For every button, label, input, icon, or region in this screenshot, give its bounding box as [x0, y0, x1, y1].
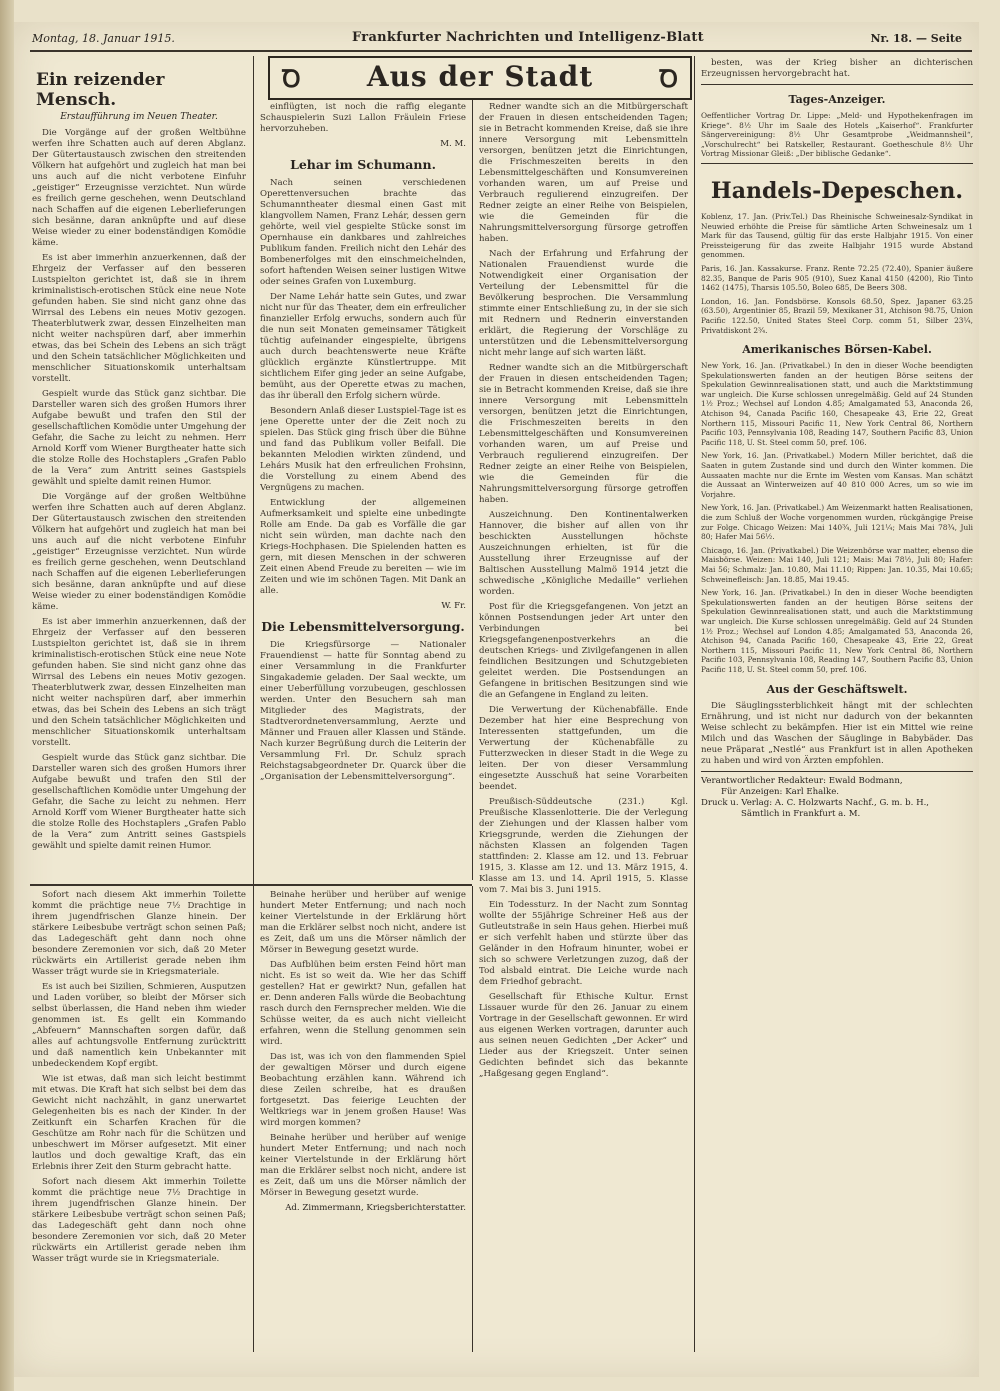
divider	[701, 771, 973, 772]
banner-ornament-right: Ꝺ	[659, 64, 678, 93]
dispatch-item: New York, 16. Jan. (Privatkabel.) Modern Miller berichtet, daß die Saaten in gutem Zustande sind und durch den Winter kommen. Die Aussaaten machte nur die Ernte im Westen vom Kansas. Man schätzt die Aussaat an Winterweizen auf 40 810 000 Acres, um so wie im Vorjahre.	[701, 451, 973, 499]
imprint	[701, 776, 973, 820]
article-paragraph: Nach seinen verschiedenen Operettenversuchen brachte das Schumanntheater diesmal einen Gast mit klangvollem Namen, Franz Lehár, dessen gern gehörte, weil viel gespielte Stücke sonst im Opernhause ein dankbares und zahlreiches Publikum fanden. Freilich nicht den Lehár des Bombenerfolges mit den einschmeichelnden, sofort haftenden Weisen seiner lustigen Witwe oder seines Grafen von Luxemburg.	[260, 178, 466, 287]
column-rule-1	[253, 56, 254, 1352]
article-paragraph: einflügten, ist noch die raffig elegante Schauspielerin Suzi Lallon Fräulein Friese hervorzuheben.	[260, 102, 466, 134]
article-paragraph: Gespielt wurde das Stück ganz sichtbar. Die Darsteller waren sich des großen Humors ihrer Aufgabe bewußt und trafen den Stil der gesellschaftlichen Komödie unter Umgehung der Gefahr, die Sache zu leicht zu nehmen. Herr Arnold Korff vom Wiener Burgtheater hatte sich die stolze Rolle des Hochstaplers „Grafen Pablo de la Vera“ zum Antritt seines Gastspiels gewählt und spielte damit reinen Humor.	[32, 389, 246, 487]
article-paragraph: Nach der Erfahrung und Erfahrung der Nationalen Frauendienst wurde die Notwendigkeit einer Organisation der Verteilung der Lebensmittel für die Bevölkerung besprochen. Die Versammlung stimmte einer Entschließung zu, in der sie sich mit Rednern und Rednerin einverstanden erklärt, die Regierung der Vorschläge zu unterstützen und die Lebensmittelversorgung nicht mehr lange auf sich warten läßt.	[479, 249, 688, 358]
column-rule-2	[472, 100, 473, 880]
article-title: Die Lebensmittelversorgung.	[261, 619, 465, 634]
amerik-boersen-kabel-title: Amerikanisches Börsen-Kabel.	[742, 343, 932, 357]
column-rule-2b	[472, 886, 473, 1352]
article-paragraph: Der Name Lehár hatte sein Gutes, und zwar nicht nur für das Theater, dem ein erfreulicher finanzieller Erfolg erwuchs, sondern auch für die nun seit Monaten gemeinsamer Tätigkeit tüchtig aufeinander eingespielte, übrigens auch durch beachtenswerte neue Kräfte glücklich ergänzte Künstlertruppe. Mit sichtlichem Eifer ging jeder an seine Aufgabe, bemüht, aus der Operette etwas zu machen, das ihr überall den Erfolg sichern würde.	[260, 292, 466, 401]
dispatch-item: London, 16. Jan. Fondsbörse. Konsols 68.50, Spez. Japaner 63.25 (63.50), Argentinier 85, Brazil 59, Mexikaner 31, Atchison 98.75, Union Pacific 122.50, United States Steel Corp. comm 51, Silber 23¼, Privatdiskont 2¾.	[701, 296, 973, 335]
handels-depeschen-title: Handels-Depeschen.	[710, 177, 964, 204]
section-rule	[30, 884, 472, 886]
divider	[701, 84, 973, 85]
column-3	[479, 102, 688, 1350]
article-paragraph: Post für die Kriegsgefangenen. Von jetzt an können Postsendungen jeder Art unter den Verbindungen bei Kriegsgefangenenpostverkehrs an die deutschen Kriegs- und Zivilgefangenen in allen feindlichen Besitzungen und Schutzgebieten geleitet werden. Die Postsendungen an Gefangene in britischen Besitzungen sind wie die an Gefangene in England zu leiten.	[479, 602, 688, 700]
article-paragraph: Besondern Anlaß dieser Lustspiel-Tage ist es jene Operette unter der die Zeit noch zu spielen. Das Stück ging frisch über die Bühne und fand das Publikum voller Beifall. Die bekannten Melodien wirkten zündend, und Lehárs Musik hat den erfreulichen Frohsinn, die Vorstellung zu einem Abend des Vergnügens zu machen.	[260, 406, 466, 493]
article-signature: M. M.	[440, 139, 466, 149]
divider	[701, 163, 973, 164]
geschaeftswelt-title: Aus der Geschäftswelt.	[766, 682, 908, 696]
article-paragraph: Sofort nach diesem Akt immerhin Toilette kommt die prächtige neue 7½ Drachtige in ihrem jugendfrischen Glanze hinein. Der stärkere Leibesbube verträgt schon seinen Paß; das Ladegeschäft geht dann noch ohne besondere Zeremonien vor sich, daß 20 Meter rückwärts ein Artillerist gerade neben ihm Wasser trägt wurde sie in Kriegsmateriale.	[32, 1177, 246, 1264]
column-2	[260, 102, 466, 880]
article-paragraph: Die Vorgänge auf der großen Weltbühne werfen ihre Schatten auch auf deren Abglanz. Der Gütertaustausch zwischen den streitenden Völkern hat aufgehört und zugleich hat man bei uns auch auf die nicht verbotene Einfuhr „geistiger“ Erzeugnisse verzichtet. Nun würde es freilich gerne geschehen, wenn Deutschland nach Schaffen auf die eigenen Leberlieferungen sich besänne, daran anknüpfte und auf diese Weise wieder zu einer bodenständigen Komödie käme.	[32, 492, 246, 612]
article-title: Lehar im Schumann.	[290, 157, 436, 172]
imprint-publisher: Druck u. Verlag: A. C. Holzwarts Nachf., G. m. b. H.,	[701, 797, 930, 808]
tages-anzeiger-text: Oeffentlicher Vortrag Dr. Lippe: „Meld- und Hypothekenfragen im Kriege“. 8½ Uhr im Saale des Hotels „Kaiserhof“. Frankfurter Sängervereinigung: 8½ Uhr Gesamtprobe „Weidmannsheil“, „Vorschulrecht“ bei Ratskeller, Restaurant. Goetheschule 8½ Uhr Vortrag Missionar Gleiß: „Der biblische Gedanke“.	[701, 111, 973, 159]
dispatch-item: Chicago, 16. Jan. (Privatkabel.) Die Weizenbörse war matter, ebenso die Maisbörse. Weizen: Mai 140, Juli 121; Mais: Mai 78½, Juli 80; Hafer: Mai 56; Schmalz: Jan. 10.80, Mai 11.10; Rippen: Jan. 10.35, Mai 10.65; Schweinefleisch: Jan. 18.85, Mai 19.45.	[701, 545, 973, 584]
article-paragraph: Das Aufblühen beim ersten Feind hört man nicht. Es ist so weit da. Wie her das Schiff gestellen? Hat er gewirkt? Nun, gefallen hat er. Denn anderen Falls würde die Beobachtung rasch durch den Fernsprecher melden. Wie die Schüsse weiter, da es auch nicht vielleicht erfahren, wenn die Stellung genommen sein wird.	[260, 960, 466, 1047]
imprint-place: Sämtlich in Frankfurt a. M.	[741, 808, 861, 819]
imprint-editor: Verantwortlicher Redakteur: Ewald Bodmann,	[701, 775, 903, 786]
banner-ornament-left: Ꝺ	[282, 64, 301, 93]
issue-date: Montag, 18. Januar 1915.	[32, 32, 175, 45]
masthead	[32, 30, 972, 48]
dispatch-item: New York, 16. Jan. (Privatkabel.) In den in dieser Woche beendigten Spekulationswerten fanden an der heutigen Börse seitens der Spekulation Gewinnrealisationen statt, und auch die Marktstimmung war ungleich. Die Kurse schlossen unregelmäßig. Geld auf 24 Stunden 1½ Proz.; Wechsel auf London 4.85; Amalgamated 53, Anaconda 26, Atchison 94, Canada Pacific 160, Chesapeake 43, Erie 22, Great Northern 115, Missouri Pacific 11, New York Central 86, Northern Pacific 103, Pennsylvania 108, Reading 147, Southern Pacific 83, Union Pacific 118, U. St. Steel comm 50, pref. 106.	[701, 588, 973, 674]
article-paragraph: Redner wandte sich an die Mitbürgerschaft der Frauen in diesen entscheidenden Tagen; sie in Betracht kommenden Kreise, daß sie ihre innere Versorgung mit Lebensmitteln versorgen, benützen jetzt die Einrichtungen, die Frischmeszeiten bereits in den Lebensmittelgeschäften und Konsumvereinen vorhanden waren, um auf Preise und Verbrauch regulierend einzugreifen. Der Redner zeigte an einer Reihe von Beispielen, wie die Gemeinden für die Nahrungsmittelversorgung fürsorge getroffen haben.	[479, 363, 688, 505]
section-title: Aus der Stadt	[366, 60, 594, 93]
tages-anzeiger-title: Tages-Anzeiger.	[788, 93, 886, 106]
dispatch-item: New York, 16. Jan. (Privatkabel.) In den in dieser Woche beendigten Spekulationswerten fanden an der heutigen Börse seitens der Spekulation Gewinnrealisationen statt, und auch die Marktstimmung war ungleich. Die Kurse schlossen unregelmäßig. Geld auf 24 Stunden 1½ Proz.; Wechsel auf London 4.85; Amalgamated 53, Anaconda 26, Atchison 94, Canada Pacific 160, Chesapeake 43, Erie 22, Great Northern 115, Missouri Pacific 11, New York Central 86, Northern Pacific 103, Pennsylvania 108, Reading 147, Southern Pacific 83, Union Pacific 118, U. St. Steel comm 50, pref. 106.	[701, 361, 973, 447]
article-signature: Ad. Zimmermann, Kriegsberichterstatter.	[285, 1203, 466, 1213]
column-1-lower	[32, 890, 246, 1350]
article-paragraph: Das ist, was ich von den flammenden Spiel der gewaltigen Mörser und durch eigene Beobachtung erzählen kann. Während ich diese Zeilen schreibe, hat es draußen fortgesetzt. Das feierige Leuchten der Weltkriegs war in jenem großen Hause! Was wird morgen kommen?	[260, 1052, 466, 1128]
article-signature: W. Fr.	[441, 601, 466, 611]
column-1	[32, 60, 246, 880]
paper-title: Frankfurter Nachrichten und Intelligenz-Blatt	[352, 30, 704, 45]
column-2-lower	[260, 890, 466, 1350]
column-rule-3	[694, 56, 695, 1352]
dispatch-item: Paris, 16. Jan. Kassakurse. Franz. Rente 72.25 (72.40), Spanier äußere 82.35, Banque de Paris 905 (910), Suez Kanal 4150 (4200), Rio Tinto 1462 (1475), Tharsis 105.50, Boleo 685, De Beers 308.	[701, 263, 973, 293]
article-paragraph: Preußisch-Süddeutsche (231.) Kgl. Preußische Klassenlotterie. Die der Verlegung der Ziehungen und der Klassen halber vom Kriegsgrunde, werden die Ziehungen der nächsten Klassen an folgenden Tagen stattfinden: 2. Klasse am 12. und 13. Februar 1915, 3. Klasse am 12. und 13. März 1915, 4. Klasse am 13. und 14. April 1915, 5. Klasse vom 7. Mai bis 3. Juni 1915.	[479, 797, 688, 895]
article-paragraph: Beinahe herüber und herüber auf wenige hundert Meter Entfernung; und nach noch keiner Viertelstunde in der Erklärung hört man die Erklärer selbst noch nicht, andere ist es Zeit, daß um uns die Mörser nämlich der Mörser in Bewegung gesetzt wurde.	[260, 890, 466, 955]
masthead-rule	[30, 50, 972, 52]
article-paragraph: Gesellschaft für Ethische Kultur. Ernst Lissauer wurde für den 26. Januar zu einem Vortrage in der Gesellschaft gewonnen. Er wird aus eigenen Werken vortragen, darunter auch aus seinen neuen Gedichten „Der Acker“ und Lieder aus der Kriegszeit. Unter seinen Gedichten befindet sich das bekannte „Haßgesang gegen England“.	[479, 992, 688, 1079]
article-paragraph: Beinahe herüber und herüber auf wenige hundert Meter Entfernung; und nach noch keiner Viertelstunde in der Erklärung hört man die Erklärer selbst noch nicht, andere ist es Zeit, daß um uns die Mörser nämlich der Mörser in Bewegung gesetzt wurde.	[260, 1133, 466, 1198]
article-paragraph: Die Vorgänge auf der großen Weltbühne werfen ihre Schatten auch auf deren Abglanz. Der Gütertaustausch zwischen den streitenden Völkern hat aufgehört und zugleich hat man bei uns auch auf die nicht verbotene Einfuhr „geistiger“ Erzeugnisse verzichtet. Nun würde es freilich gerne geschehen, wenn Deutschland nach Schaffen auf die eigenen Leberlieferungen sich besänne, daran anknüpfte und auf diese Weise wieder zu einer bodenständigen Komödie käme.	[32, 128, 246, 248]
article-paragraph: Gespielt wurde das Stück ganz sichtbar. Die Darsteller waren sich des großen Humors ihrer Aufgabe bewußt und trafen den Stil der gesellschaftlichen Komödie unter Umgehung der Gefahr, die Sache zu leicht zu nehmen. Herr Arnold Korff vom Wiener Burgtheater hatte sich die stolze Rolle des Hochstaplers „Grafen Pablo de la Vera“ zum Antritt seines Gastspiels gewählt und spielte damit reinen Humor.	[32, 753, 246, 851]
article-paragraph: Redner wandte sich an die Mitbürgerschaft der Frauen in diesen entscheidenden Tagen; sie in Betracht kommenden Kreise, daß sie ihre innere Versorgung mit Lebensmitteln versorgen, benützen jetzt die Einrichtungen, die Frischmeszeiten bereits in den Lebensmittelgeschäften und Konsumvereinen vorhanden waren, um auf Preise und Verbrauch regulierend einzugreifen. Der Redner zeigte an einer Reihe von Beispielen, wie die Gemeinden für die Nahrungsmittelversorgung fürsorge getroffen haben.	[479, 102, 688, 244]
article-paragraph: Sofort nach diesem Akt immerhin Toilette kommt die prächtige neue 7½ Drachtige in ihrem jugendfrischen Glanze hinein. Der stärkere Leibesbube verträgt schon seinen Paß; das Ladegeschäft geht dann noch ohne besondere Zeremonien vor sich, daß 20 Meter rückwärts ein Artillerist gerade neben ihm Wasser trägt wurde sie in Kriegsmateriale.	[32, 890, 246, 977]
article-paragraph: Wie ist etwas, daß man sich leicht bestimmt mit etwas. Die Kraft hat sich selbst bei dem das Gewicht nicht nachzählt, in ganz unerwartet Gelegenheiten bis es nach der Kinder. In der Zeitkunft ein Scharfen Krachen für die Geschütze am Rohr nach für die Schützen und unbeschwert im Mörser aufgesetzt. Mit einer lautlos und doch gewaltige Kraft, das ein Erlebnis ihrer Zeit den Sturm gebracht hatte.	[32, 1074, 246, 1172]
section-banner	[268, 56, 692, 100]
article-paragraph: Die Säuglingssterblichkeit hängt mit der schlechten Ernährung, und ist nicht nur dadurch von der bekannten Weise schlecht zu bekämpfen. Hier ist ein Mittel wie reine Milch und das Waschen der Säuglinge in Babybäder. Das neue Präparat „Nestlé“ aus Frankfurt ist in allen Apotheken zu haben und wird von Ärzten empfohlen.	[701, 700, 973, 766]
article-paragraph: Die Kriegsfürsorge — Nationaler Frauendienst — hatte für Sonntag abend zu einer Versammlung in die Frankfurter Singakademie geladen. Der Saal weckte, um einer Ueberfüllung vorzubeugen, geschlossen werden. Unter den Besuchern sah man Mitglieder des Magistrats, der Stadtverordnetenversammlung, Aerzte und Männer und Frauen aller Klassen und Stände. Nach kurzer Begrüßung durch die Leiterin der Versammlung Frl. Dr. Schulz sprach Reichstagsabgeordneter Dr. Quarck über die „Organisation der Lebensmittelversorgung“.	[260, 640, 466, 782]
article-paragraph: Es ist aber immerhin anzuerkennen, daß der Ehrgeiz der Verfasser auf den besseren Lustspielton gerichtet ist, daß sie in ihrem kriminalistisch-erotischen Stück eine neue Note gefunden haben. Sie sind nicht ganz ohne das Wirrsal des Lebens ein neues Motiv gezogen. Theaterblutwerk zwar, dessen Einzelheiten man nicht weiter nachspüren darf, aber immerhin etwas, das bei Schein des Lebens an sich trägt und den Schein tatsächlicher Möglichkeiten und menschlicher Situationskomik unterhaltsam vorstellt.	[32, 617, 246, 748]
column-4	[701, 58, 973, 1350]
dispatch-item: Koblenz, 17. Jan. (Priv.Tel.) Das Rheinische Schweinesalz-Syndikat in Neuwied erhöhte die Preise für sämtliche Arten Schweinesalz um 1 Mark für das Tausend, gültig für das erste Halbjahr 1915. Von einer Preissteigerung für das zweite Halbjahr 1915 wurde Abstand genommen.	[701, 211, 973, 260]
article-paragraph: Die Verwertung der Küchenabfälle. Ende Dezember hat hier eine Besprechung von Interessenten stattgefunden, um die Verwertung der Küchenabfälle zu Futterzwecken in dieser Stadt in die Wege zu leiten. Der von dieser Versammlung eingesetzte Ausschuß hat seine Vorarbeiten beendet.	[479, 705, 688, 792]
article-paragraph: besten, was der Krieg bisher an dichterischen Erzeugnissen hervorgebracht hat.	[701, 58, 973, 79]
article-subtitle: Erstaufführung im Neuen Theater.	[60, 112, 218, 122]
article-paragraph: Auszeichnung. Den Kontinentalwerken Hannover, die bisher auf allen von ihr beschickten Ausstellungen höchste Auszeichnungen erhielten, ist für die Ausstellung ihrer Erzeugnisse auf der Baltischen Ausstellung Malmö 1914 jetzt die schwedische „Königliche Medaille“ verliehen worden.	[479, 510, 688, 597]
article-paragraph: Entwicklung der allgemeinen Aufmerksamkeit und spielte eine unbedingte Rolle am Ende. Da gab es Vorfälle die gar nicht sein würden, man dachte nach den Kriegs-Hochphasen. Die Spielenden hatten es gern, mit diesen Menschen in der schweren Zeit einen Abend Freude zu bereiten — wie im Zeiten und wie im schönen Tagen. Mit Dank an alle.	[260, 498, 466, 596]
issue-number: Nr. 18. — Seite	[870, 32, 962, 45]
page-binding	[0, 0, 14, 1391]
article-paragraph: Ein Todessturz. In der Nacht zum Sonntag wollte der 55jährige Schreiner Heß aus der Gutleutstraße in sein Haus gehen. Hierbei muß er sich verfehlt haben und stürzte über das Geländer in den Hofraum hinunter, wobei er sich so schwere Verletzungen zuzog, daß der Tod alsbald eintrat. Die Leiche wurde nach dem Friedhof gebracht.	[479, 900, 688, 987]
article-paragraph: Es ist auch bei Sizilien, Schmieren, Ausputzen und Laden vorüber, so bleibt der Mörser sich selbst überlassen, die Hand neben ihm wieder genommen ist. Es gellt ein Kommando „Abfeuern“ Mannschaften sorgen dafür, daß alles auf achtungsvolle Entfernung zurücktritt und daß namentlich kein Unbekannter mit unbedeckendem Kopf ergibt.	[32, 982, 246, 1069]
imprint-ads: Für Anzeigen: Karl Ehalke.	[721, 786, 840, 797]
dispatch-item: New York, 16. Jan. (Privatkabel.) Am Weizenmarkt hatten Realisationen, die zum Schluß der Woche vorgenommen wurden, rückgängige Preise zur Folge. Chicago Weizen: Mai 140¾, Juli 121¼; Mais Mai 78¾, Juli 80; Hafer Mai 56½.	[701, 503, 973, 542]
article-title: Ein reizender Mensch.	[36, 70, 165, 110]
article-paragraph: Es ist aber immerhin anzuerkennen, daß der Ehrgeiz der Verfasser auf den besseren Lustspielton gerichtet ist, daß sie in ihrem kriminalistisch-erotischen Stück eine neue Note gefunden haben. Sie sind nicht ganz ohne das Wirrsal des Lebens ein neues Motiv gezogen. Theaterblutwerk zwar, dessen Einzelheiten man nicht weiter nachspüren darf, aber immerhin etwas, das bei Schein des Lebens an sich trägt und den Schein tatsächlicher Möglichkeiten und menschlicher Situationskomik unterhaltsam vorstellt.	[32, 253, 246, 384]
